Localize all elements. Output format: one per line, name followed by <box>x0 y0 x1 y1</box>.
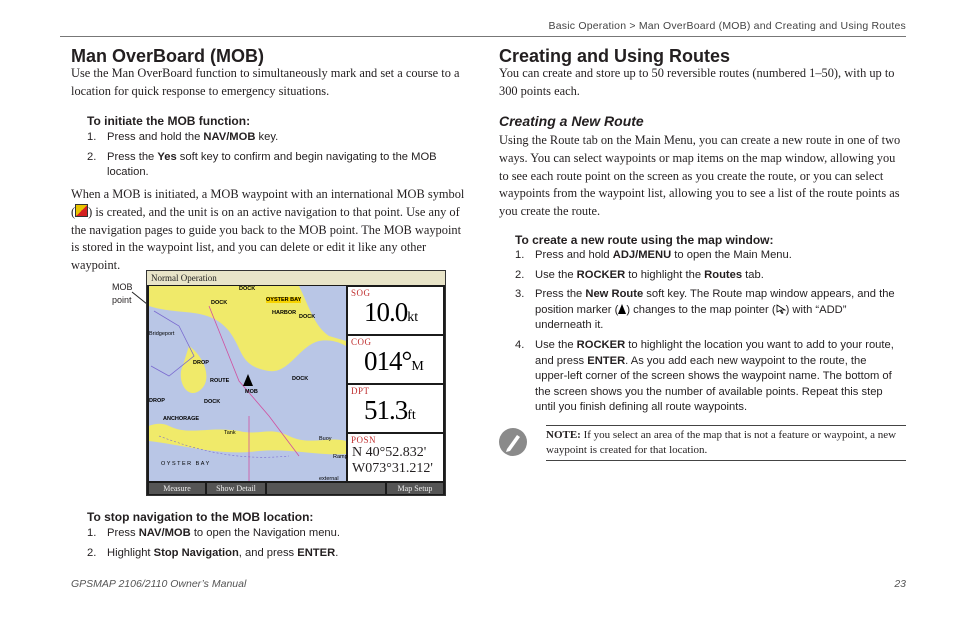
list-item: 4. Use the ROCKER to highlight the location you want to add to your route, and press ENTER. As you add each new waypoint to the route, the upper-left corner of the screen shows the waypoint name. The bottom of the screen shows you the number of available points. Repeat this step until you finish defining all route waypoints. <box>515 338 894 414</box>
new-route-paragraph: Using the Route tab on the Main Menu, you can create a new route in one of two ways. You can select waypoints or map items on the map window, allowing you to see each route point on the screen as you create the route, or you can select waypoints from the waypoint list, allowing you to see a list of the route points as you create the route. <box>499 133 901 219</box>
map-label: DOCK <box>299 314 316 320</box>
list-item: 3. Press the New Route soft key. The Route map window appears, and the position marker ( ) changes to the map pointer ( ) with “ADD” underneath it. <box>515 288 895 332</box>
softkey-measure: Measure <box>149 483 205 494</box>
map-label: Ramp <box>333 454 348 460</box>
dpt-label: DPT <box>351 386 370 396</box>
softkey-show-detail: Show Detail <box>207 483 265 494</box>
dpt-panel <box>348 385 443 432</box>
mob-intro: Use the Man OverBoard function to simultaneously mark and set a course to a location for quick response to emergency situations. <box>71 66 460 98</box>
list-item: 2. Press the Yes soft key to confirm and begin navigating to the MOB location. <box>87 150 437 179</box>
routes-intro: You can create and store up to 50 reversible routes (numbered 1–50), with up to 300 points each. <box>499 66 895 98</box>
map-label: Bridgeport <box>149 331 175 337</box>
map-label: DOCK <box>292 376 309 382</box>
map-label: Buoy <box>319 436 332 442</box>
note-rule-top <box>546 425 906 426</box>
mob-initiate-heading: To initiate the MOB function: <box>87 114 251 128</box>
map-label: external <box>319 476 339 482</box>
softkey-bar <box>147 482 445 495</box>
routes-section-title: Creating and Using Routes <box>499 46 731 66</box>
list-item: 2. Highlight Stop Navigation, and press ENTER. <box>87 546 339 559</box>
header-rule <box>60 36 906 37</box>
map-label: ROUTE <box>210 378 230 384</box>
list-item: 1. Press and hold ADJ/MENU to open the Main Menu. <box>515 249 792 261</box>
posn-lon: W073°31.212' <box>352 461 433 476</box>
softkey-blank <box>267 483 385 494</box>
note-icon <box>498 427 528 457</box>
mob-section-title: Man OverBoard (MOB) <box>71 46 265 66</box>
mob-stop-steps <box>87 526 467 565</box>
dpt-value: 51.3ft <box>364 395 416 425</box>
list-item: 1. Press and hold the NAV/MOB key. <box>87 131 279 143</box>
cog-panel <box>348 336 443 383</box>
map-label: MOB <box>245 389 258 395</box>
list-item: 1. Press NAV/MOB to open the Navigation menu. <box>87 527 340 539</box>
create-route-steps <box>515 248 900 420</box>
screen-title-bar <box>147 271 445 285</box>
map-label: OYSTER BAY <box>161 461 211 467</box>
softkey-map-setup: Map Setup <box>387 483 443 494</box>
footer-manual-title: GPSMAP 2106/2110 Owner’s Manual <box>71 578 247 590</box>
new-route-subheading: Creating a New Route <box>499 113 644 129</box>
sog-value: 10.0kt <box>364 297 419 327</box>
posn-label: POSN <box>351 435 377 445</box>
cog-label: COG <box>351 337 372 347</box>
mob-symbol-icon <box>75 204 88 217</box>
sog-label: SOG <box>351 288 371 298</box>
running-head: Basic Operation > Man OverBoard (MOB) and Creating and Using Routes <box>548 20 906 32</box>
map-label: DOCK <box>239 286 256 292</box>
chart-map <box>149 286 346 481</box>
map-label: OYSTER BAY <box>266 297 302 303</box>
map-label: ANCHORAGE <box>163 416 200 422</box>
map-drawing <box>149 286 346 481</box>
map-label: DROP <box>149 398 165 404</box>
map-pointer-icon <box>776 304 786 314</box>
cog-value: 014°M <box>364 346 424 376</box>
note-rule-bottom <box>546 460 906 461</box>
posn-panel <box>348 434 443 481</box>
device-screenshot <box>146 270 446 496</box>
map-label: Tank <box>224 430 236 436</box>
mob-initiate-steps <box>87 130 467 185</box>
map-label: DROP <box>193 360 209 366</box>
mob-point-callout: MOB point <box>112 282 133 305</box>
map-label: DOCK <box>204 399 221 405</box>
page-number: 23 <box>894 578 906 590</box>
map-label: DOCK <box>211 300 228 306</box>
note-text: NOTE: If you select an area of the map that is not a feature or waypoint, a new waypoint is created for that location. <box>546 429 897 456</box>
mob-stop-heading: To stop navigation to the MOB location: <box>87 510 314 524</box>
screen-title: Normal Operation <box>151 273 217 283</box>
create-route-heading: To create a new route using the map window: <box>515 233 774 247</box>
list-item: 2. Use the ROCKER to highlight the Routes tab. <box>515 268 764 281</box>
posn-lat: N 40°52.832' <box>352 445 427 460</box>
mob-waypoint-paragraph: When a MOB is initiated, a MOB waypoint with an international MOB symbol ( ) is created, and the unit is on an active navigation to that point. Use any of the navigation pages to guide you back to the MOB point. The MOB waypoint is stored in the waypoint list, and you can delete or edit it like any other waypoint. <box>71 187 465 273</box>
map-label: HARBOR <box>272 310 297 316</box>
sog-panel <box>348 287 443 334</box>
